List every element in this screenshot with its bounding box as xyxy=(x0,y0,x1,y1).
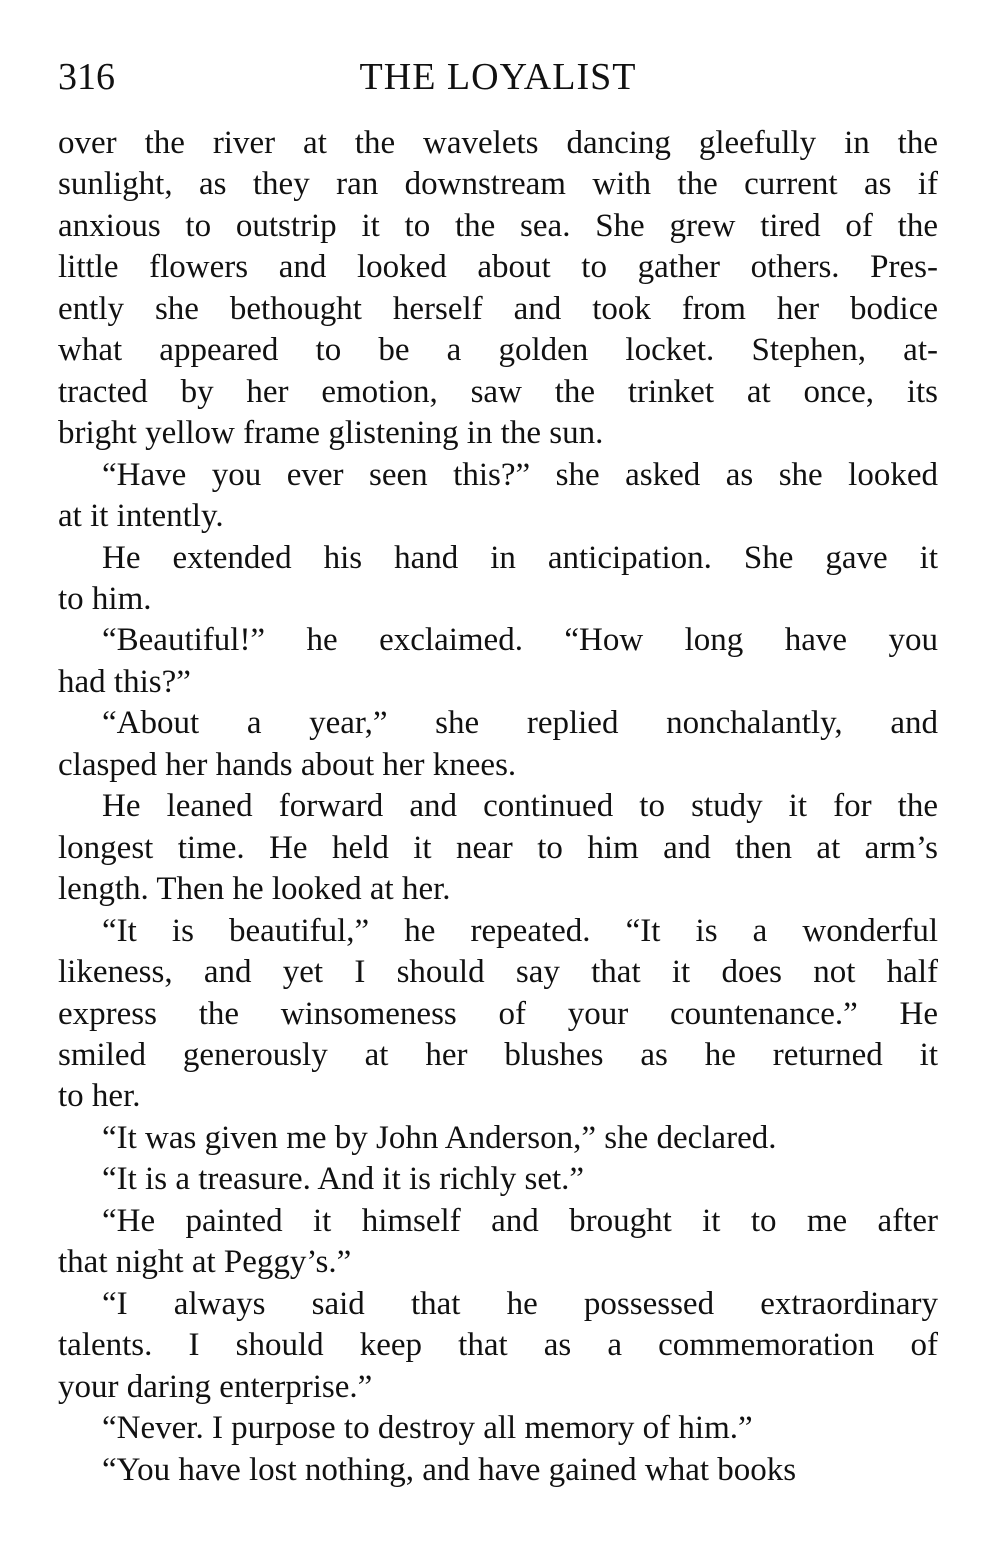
paragraph xyxy=(58,1450,938,1491)
text-line: at it intently. xyxy=(58,498,224,535)
text-line: clasped her hands about her knees. xyxy=(58,746,517,783)
text-line: “You have lost nothing, and have gained what books xyxy=(102,1451,797,1488)
text-line: likeness, and yet I should say that it does not half xyxy=(58,954,938,991)
text-line: your daring enterprise.” xyxy=(58,1368,373,1405)
paragraph xyxy=(58,1408,938,1449)
page-header xyxy=(58,52,938,102)
text-line: tracted by her emotion, saw the trinket at once, its xyxy=(58,373,938,410)
text-line: over the river at the wavelets dancing gleefully in the xyxy=(58,125,938,161)
paragraph xyxy=(58,123,938,455)
text-line: bright yellow frame glistening in the sun. xyxy=(58,415,604,452)
paragraph xyxy=(58,455,938,538)
text-line: smiled generously at her blushes as he returned it xyxy=(58,1036,938,1073)
text-line: to him. xyxy=(58,580,152,617)
text-line: “Beautiful!” he exclaimed. “How long have you xyxy=(102,622,938,659)
text-line: “It is beautiful,” he repeated. “It is a wonderful xyxy=(102,912,938,949)
text-line: length. Then he looked at her. xyxy=(58,871,451,908)
text-line: He leaned forward and continued to study it for the xyxy=(102,788,938,825)
text-line: what appeared to be a golden locket. Stephen, at- xyxy=(58,332,938,369)
text-line: longest time. He held it near to him and then at arm’s xyxy=(58,829,938,866)
paragraph xyxy=(58,620,938,703)
text-line: anxious to outstrip it to the sea. She grew tired of the xyxy=(58,207,938,244)
text-line: sunlight, as they ran downstream with the current as if xyxy=(58,166,938,203)
paragraph xyxy=(58,1118,938,1159)
running-head: THE LOYALIST xyxy=(359,56,637,98)
body-text xyxy=(58,123,938,1491)
text-line: that night at Peggy’s.” xyxy=(58,1244,352,1281)
page-number: 316 xyxy=(58,56,115,98)
text-line: talents. I should keep that as a commemoration of xyxy=(58,1327,938,1364)
paragraph xyxy=(58,911,938,1118)
text-line: “Have you ever seen this?” she asked as she looked xyxy=(102,456,938,493)
paragraph xyxy=(58,1201,938,1284)
text-line: “I always said that he possessed extraordinary xyxy=(102,1285,938,1322)
paragraph xyxy=(58,786,938,910)
text-line: “It was given me by John Anderson,” she declared. xyxy=(102,1119,777,1156)
paragraph xyxy=(58,1284,938,1408)
text-line: ently she bethought herself and took from her bodice xyxy=(58,290,938,327)
text-line: “He painted it himself and brought it to me after xyxy=(102,1202,938,1239)
paragraph xyxy=(58,1159,938,1200)
paragraph xyxy=(58,703,938,786)
text-line: express the winsomeness of your countenance.” He xyxy=(58,995,938,1032)
text-line: “About a year,” she replied nonchalantly, and xyxy=(102,705,938,742)
text-line: “Never. I purpose to destroy all memory of him.” xyxy=(102,1410,753,1447)
text-line: little flowers and looked about to gather others. Pres- xyxy=(58,249,938,286)
text-line: He extended his hand in anticipation. She gave it xyxy=(102,539,938,576)
text-line: had this?” xyxy=(58,663,191,700)
text-line: to her. xyxy=(58,1078,141,1115)
text-line: “It is a treasure. And it is richly set.” xyxy=(102,1161,585,1198)
paragraph xyxy=(58,538,938,621)
